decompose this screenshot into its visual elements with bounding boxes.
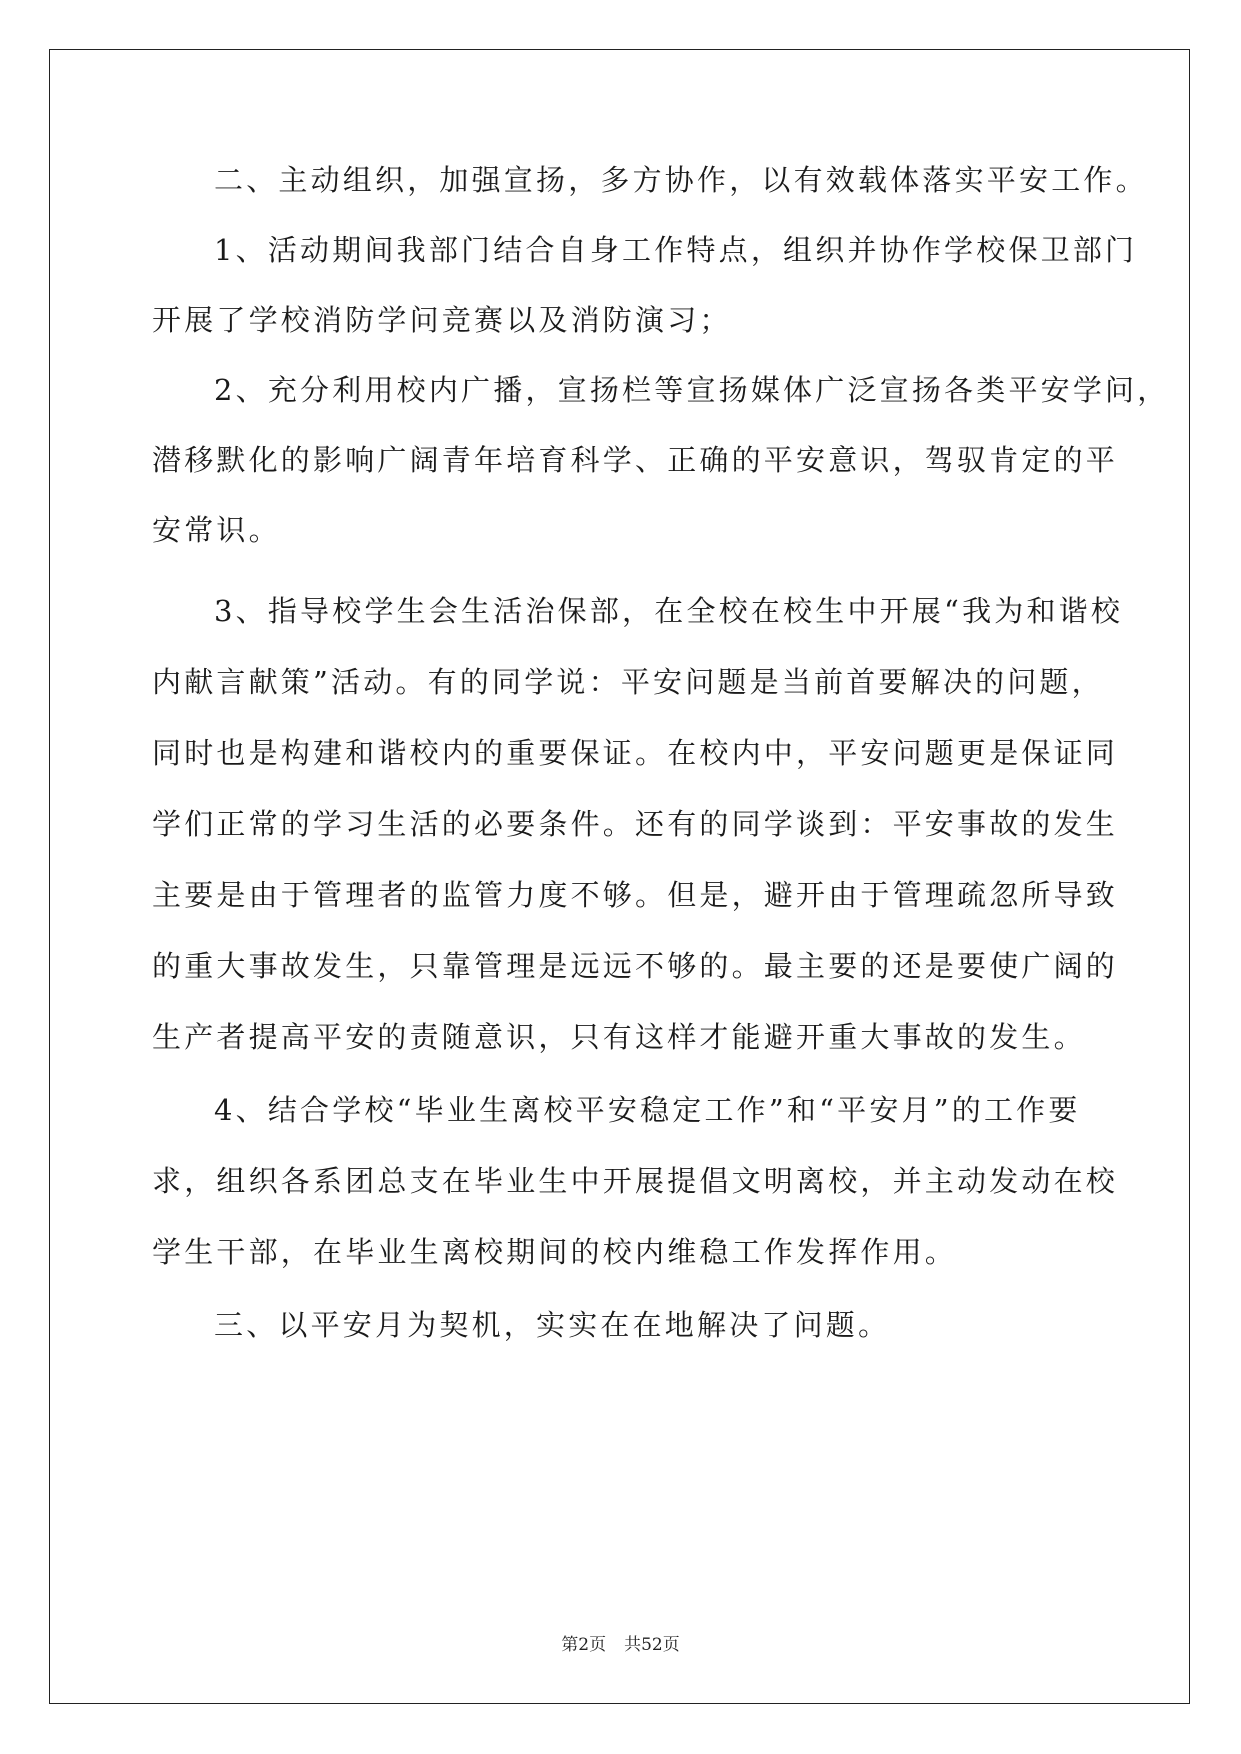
paragraph-line: 3、指导校学生会生活治保部，在全校在校生中开展“我为和谐校 <box>214 594 1124 628</box>
paragraph-line: 1、活动期间我部门结合自身工作特点，组织并协作学校保卫部门 <box>214 233 1138 267</box>
paragraph-line: 2、充分利用校内广播，宣扬栏等宣扬媒体广泛宣扬各类平安学问， <box>214 373 1170 407</box>
paragraph-line: 内献言献策”活动。有的同学说：平安问题是当前首要解决的问题， <box>152 665 1104 699</box>
paragraph-line: 学们正常的学习生活的必要条件。还有的同学谈到：平安事故的发生 <box>152 807 1119 841</box>
paragraph-line: 主要是由于管理者的监管力度不够。但是，避开由于管理疏忽所导致 <box>152 878 1119 912</box>
paragraph-line: 潜移默化的影响广阔青年培育科学、正确的平安意识，驾驭肯定的平 <box>152 443 1119 477</box>
paragraph-line: 生产者提高平安的责随意识，只有这样才能避开重大事故的发生。 <box>152 1020 1086 1054</box>
section-heading-3: 三、以平安月为契机，实实在在地解决了问题。 <box>214 1308 891 1342</box>
page-footer <box>0 1630 1241 1655</box>
paragraph-line: 求，组织各系团总支在毕业生中开展提倡文明离校，并主动发动在校 <box>152 1164 1119 1198</box>
paragraph-line: 同时也是构建和谐校内的重要保证。在校内中，平安问题更是保证同 <box>152 736 1119 770</box>
page-total: 共52页 <box>624 1635 680 1655</box>
paragraph-line: 学生干部，在毕业生离校期间的校内维稳工作发挥作用。 <box>152 1235 958 1269</box>
paragraph-line: 的重大事故发生，只靠管理是远远不够的。最主要的还是要使广阔的 <box>152 949 1119 983</box>
paragraph-line: 4、结合学校“毕业生离校平安稳定工作”和“平安月”的工作要 <box>214 1093 1081 1127</box>
paragraph-line: 安常识。 <box>152 513 281 547</box>
page-number: 第2页 <box>561 1635 607 1655</box>
section-heading-2: 二、主动组织，加强宣扬，多方协作，以有效载体落实平安工作。 <box>214 163 1148 197</box>
paragraph-line: 开展了学校消防学问竞赛以及消防演习； <box>152 303 732 337</box>
